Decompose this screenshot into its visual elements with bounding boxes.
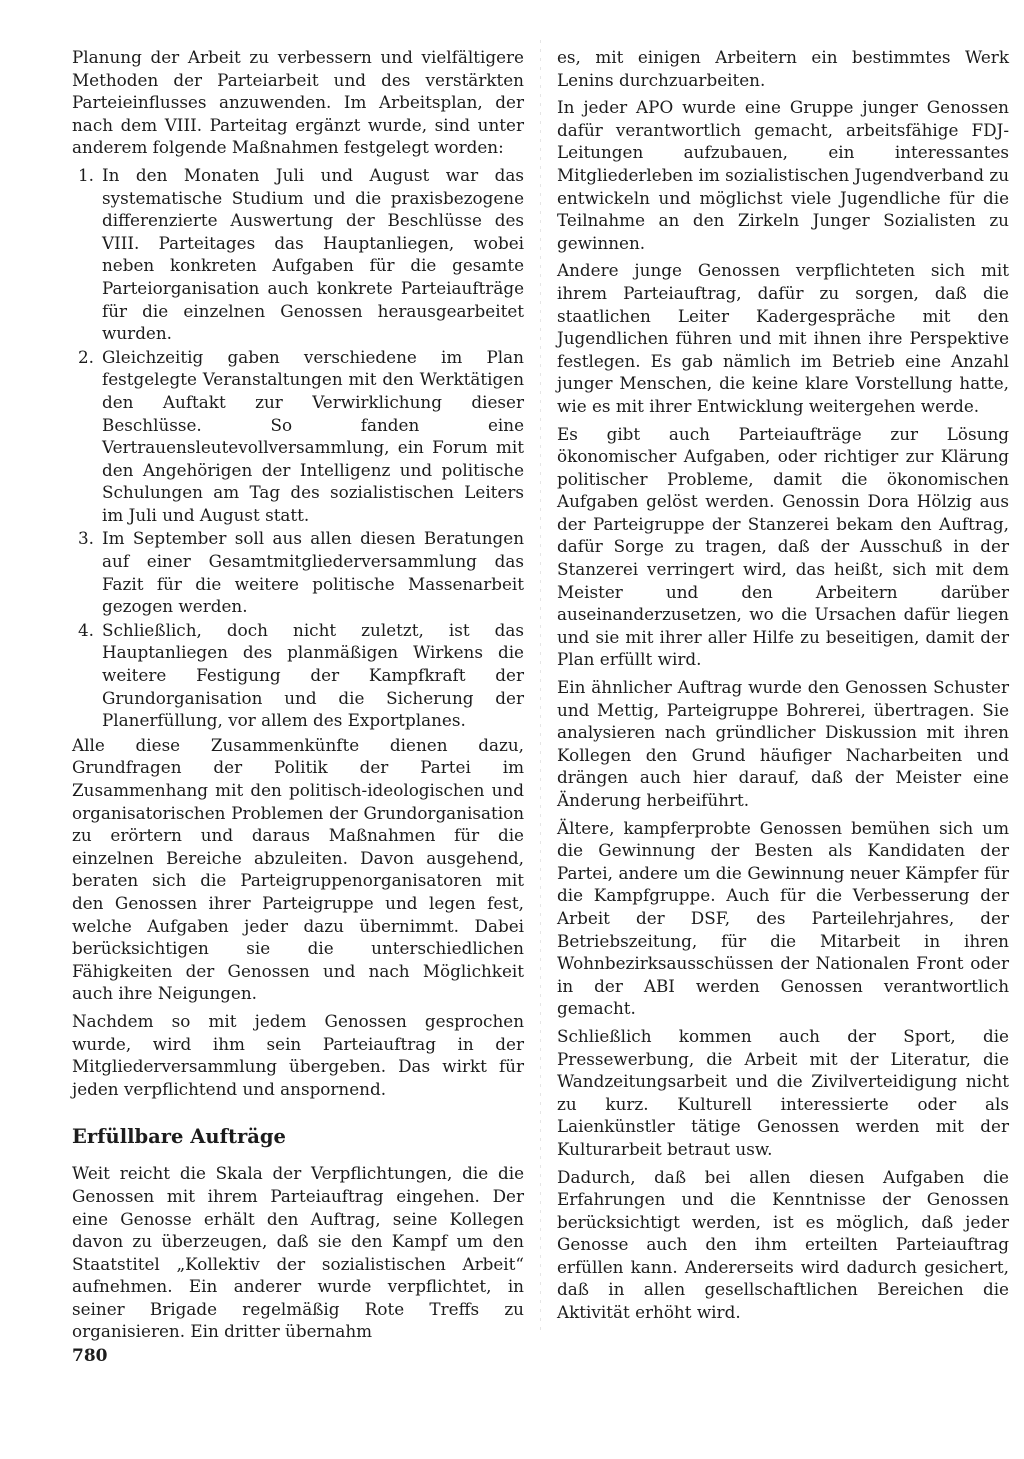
list-item-number: 4. — [78, 619, 95, 640]
list-item-number: 3. — [78, 528, 95, 549]
list-item-number: 1. — [78, 164, 95, 185]
paragraph-aeltere: Ältere, kampferprobte Genossen bemühen sich um die Gewinnung der Besten als Kandidaten der Partei, andere um die Gewinnung neuer Kämpfer für die Kampfgruppe. Auch für die Verbesserung der Arbeit der DSF, des Parteilehrjahres, der Betriebszeitung, für die Mitarbeit in ihren Wohnbezirksausschüssen der Nationalen Front oder in der ABI werden Genossen verantwortlich gemacht. — [557, 817, 1009, 1019]
page-number: 780 — [72, 1346, 108, 1366]
list-item — [72, 527, 524, 617]
continuation-paragraph: es, mit einigen Arbeitern ein bestimmtes Werk Lenins durchzuarbeiten. — [557, 47, 1009, 90]
intro-paragraph: Planung der Arbeit zu verbessern und vielfältigere Methoden der Parteiarbeit und des verstärkten Parteieinflusses anzuwenden. Im Arbeitsplan, der nach dem VIII. Parteitag ergänzt wurde, sind unter anderem folgende Maßnahmen festgelegt worden: — [72, 47, 524, 158]
list-item-text: Im September soll aus allen diesen Beratungen auf einer Gesamtmitgliederversammlung das Fazit für die weitere politische Massenarbeit gezogen werden. — [102, 528, 524, 617]
list-item — [72, 619, 524, 732]
measures-list — [72, 164, 524, 732]
paragraph-nachdem: Nachdem so mit jedem Genossen gesprochen wurde, wird ihm sein Parteiauftrag in der Mitgliederversammlung übergeben. Das wirkt für jeden verpflichtend und anspornend. — [72, 1010, 524, 1099]
paragraph-apo: In jeder APO wurde eine Gruppe junger Genossen dafür verantwortlich gemacht, arbeitsfähige FDJ-Leitungen aufzubauen, ein interessantes Mitgliederleben im sozialistischen Jugendverband zu entwickeln und möglichst viele Jugendliche für die Teilnahme an den Zirkeln Junger Sozialisten zu gewinnen. — [557, 97, 1009, 253]
paragraph-weit: Weit reicht die Skala der Verpflichtungen, die die Genossen mit ihrem Parteiauftrag eingehen. Der eine Genosse erhält den Auftrag, seine Kollegen davon zu überzeugen, daß sie den Kampf um den Staatstitel „Kollektiv der sozialistischen Arbeit“ aufnehmen. Ein anderer wurde verpflichtet, in seiner Brigade regelmäßig Rote Treffs zu organisieren. Ein dritter übernahm — [72, 1163, 524, 1342]
column-gutter — [540, 40, 541, 1330]
section-heading: Erfüllbare Aufträge — [72, 1125, 286, 1149]
left-column — [72, 46, 524, 1348]
list-item — [72, 164, 524, 345]
list-item-number: 2. — [78, 346, 95, 367]
list-item-text: Gleichzeitig gaben verschiedene im Plan festgelegte Veranstaltungen mit den Werktätigen den Auftakt zur Verwirklichung dieser Beschlüsse. So fanden eine Vertrauensleutevollversammlung, ein Forum mit den Angehörigen der Intelligenz und politische Schulungen am Tag des sozialistischen Leiters im Juli und August statt. — [102, 346, 524, 525]
right-column — [557, 46, 1009, 1329]
list-item-text: Schließlich, doch nicht zuletzt, ist das Hauptanliegen des planmäßigen Wirkens die weitere Festigung der Kampfkraft der Grundorganisation und die Sicherung der Planerfüllung, vor allem des Exportplanes. — [102, 619, 524, 731]
paragraph-dadurch: Dadurch, daß bei allen diesen Aufgaben die Erfahrungen und die Kenntnisse der Genossen berücksichtigt werden, ist es möglich, daß jeder Genosse auch den ihm erteilten Parteiauftrag erfüllen kann. Andererseits wird dadurch gesichert, daß in allen gesellschaftlichen Bereichen die Aktivität erhöht wird. — [557, 1166, 1009, 1323]
list-item — [72, 346, 524, 527]
paragraph-andere: Andere junge Genossen verpflichteten sich mit ihrem Parteiauftrag, dafür zu sorgen, daß die staatlichen Leiter Kadergespräche mit den Jugendlichen führen und mit ihnen ihre Perspektive festlegen. Es gab nämlich im Betrieb eine Anzahl junger Menschen, die keine klare Vorstellung hatte, wie es mit ihrer Entwicklung weitergehen werde. — [557, 260, 1009, 416]
paragraph-schliesslich: Schließlich kommen auch der Sport, die Pressewerbung, die Arbeit mit der Literatur, die Wandzeitungsarbeit und die Zivilverteidigung nicht zu kurz. Kulturell interessierte oder als Laienkünstler tätige Genossen werden mit der Kulturarbeit betraut usw. — [557, 1025, 1009, 1159]
paragraph-aehnlich: Ein ähnlicher Auftrag wurde den Genossen Schuster und Mettig, Parteigruppe Bohrerei, übertragen. Sie analysieren nach gründlicher Diskussion mit ihren Kollegen den Grund häufiger Nacharbeiten und drängen auch hier darauf, daß der Meister eine Änderung herbeiführt. — [557, 677, 1009, 810]
list-item-text: In den Monaten Juli und August war das systematische Studium und die praxisbezogene differenzierte Auswertung der Beschlüsse des VIII. Parteitages das Hauptanliegen, wobei neben konkreten Aufgaben für die gesamte Parteiorganisation auch konkrete Parteiaufträge für die einzelnen Genossen herausgearbeitet wurden. — [102, 164, 524, 344]
paragraph-esgibt: Es gibt auch Parteiaufträge zur Lösung ökonomischer Aufgaben, oder richtiger zur Klärung politischer Probleme, damit die ökonomischen Aufgaben gelöst werden. Genossin Dora Hölzig aus der Parteigruppe der Stanzerei bekam den Auftrag, dafür Sorge zu tragen, daß der Ausschuß in der Stanzerei verringert wird, das heißt, sich mit dem Meister und den Arbeitern darüber auseinanderzusetzen, wo die Ursachen dafür liegen und sie mit ihrer aller Hilfe zu beseitigen, damit der Plan erfüllt wird. — [557, 423, 1009, 670]
paragraph-alle: Alle diese Zusammenkünfte dienen dazu, Grundfragen der Politik der Partei im Zusammenhang mit den politisch-ideologischen und organisatorischen Problemen der Grundorganisation zu erörtern und daraus Maßnahmen für die einzelnen Bereiche abzuleiten. Davon ausgehend, beraten sich die Parteigruppenorganisatoren mit den Genossen ihrer Parteigruppe und legen fest, welche Aufgaben jeder dazu übernimmt. Dabei berücksichtigen sie die unterschiedlichen Fähigkeiten der Genossen und nach Möglichkeit auch ihre Neigungen. — [72, 734, 524, 1004]
